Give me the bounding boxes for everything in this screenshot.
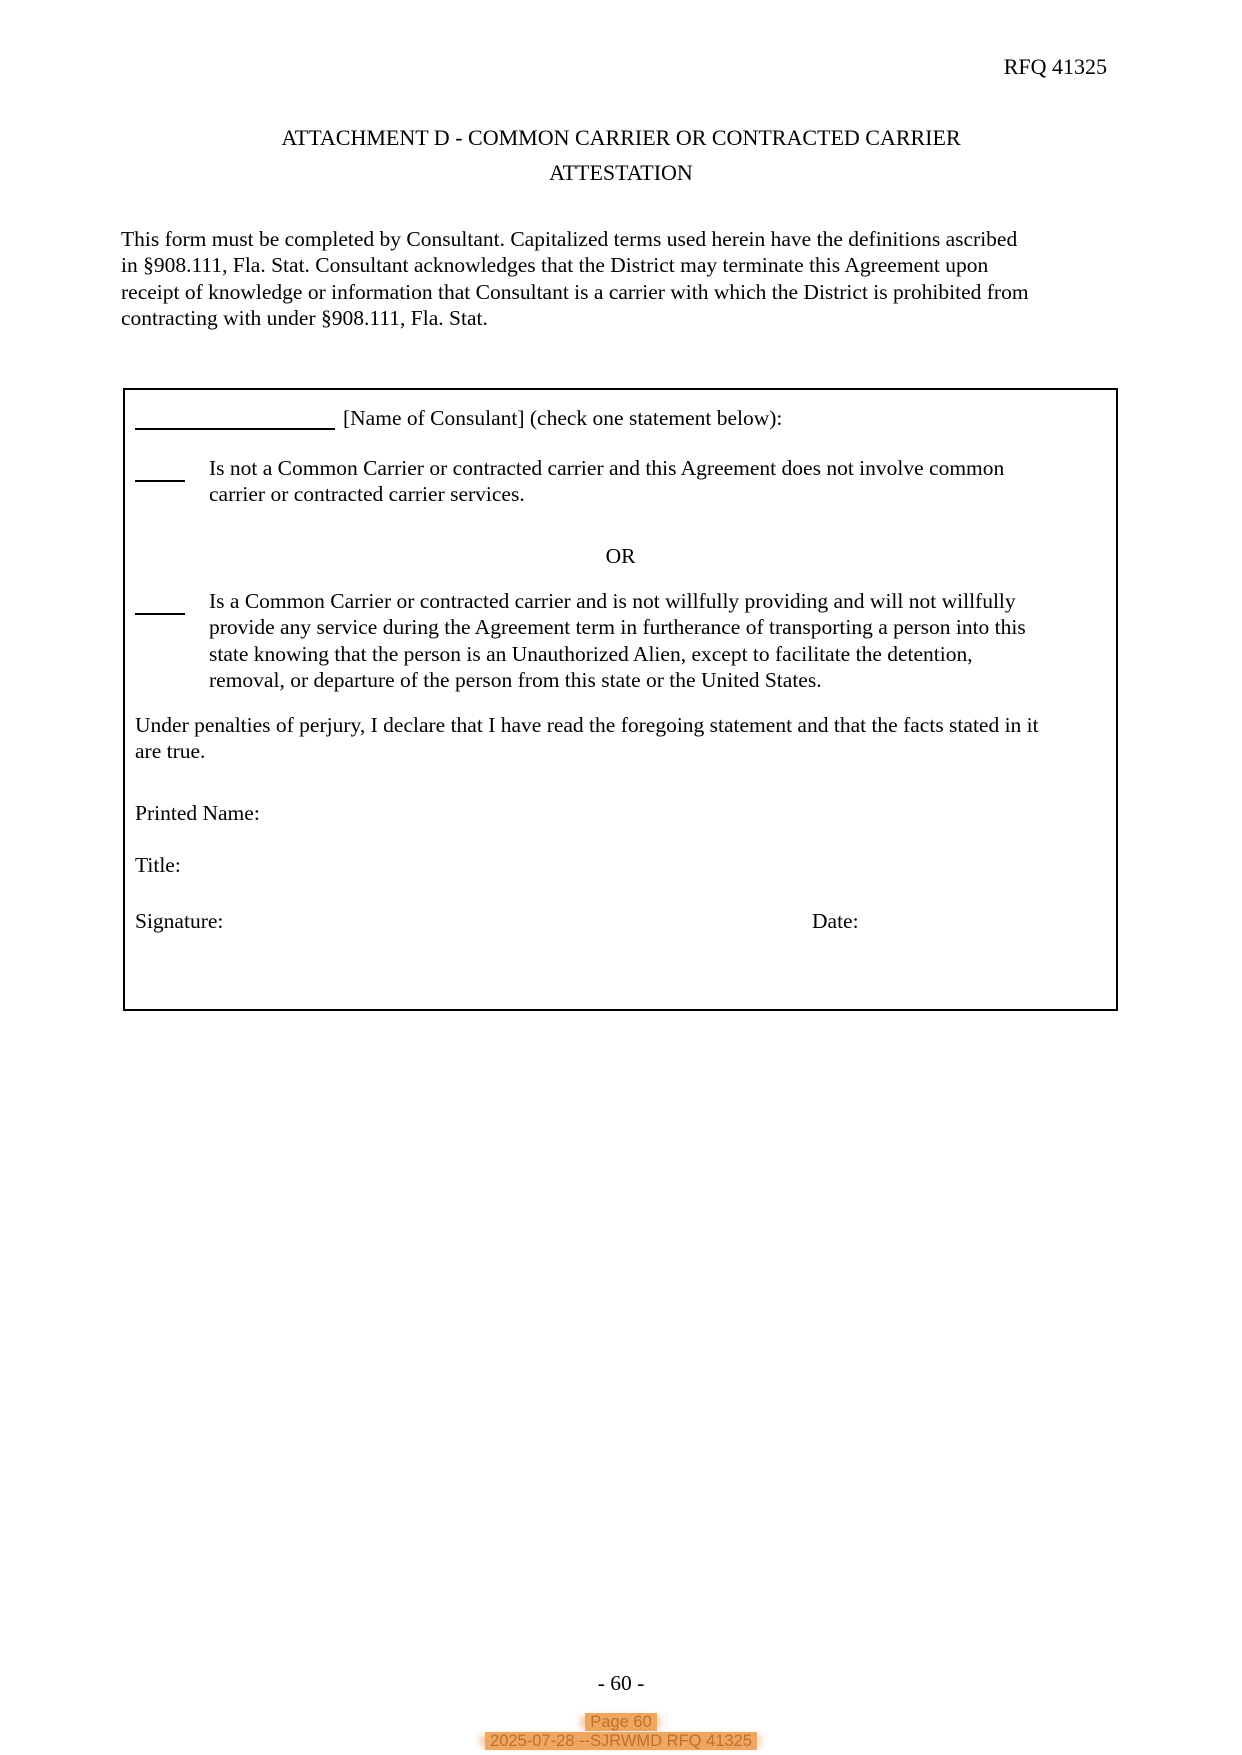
statement-line: removal, or departure of the person from this state or the United States. (209, 667, 822, 692)
intro-paragraph (121, 226, 1131, 331)
statement-line: carrier or contracted carrier services. (209, 482, 525, 507)
stamp-date-highlight: 2025-07-28 --SJRWMD RFQ 41325 (485, 1732, 757, 1750)
consultant-name-row (135, 403, 782, 431)
footer-stamp (0, 1713, 1242, 1750)
checkmark-blank-line (135, 460, 185, 482)
printed-name-label: Printed Name: (135, 801, 260, 825)
statement-line: Is not a Common Carrier or contracted carrier and this Agreement does not involve common (209, 456, 1005, 480)
stamp-date-line (0, 1732, 1242, 1751)
or-separator: OR (605, 544, 636, 568)
statement-line: provide any service during the Agreement term in furtherance of transporting a person into this (209, 615, 1026, 640)
statement-line: state knowing that the person is an Unauthorized Alien, except to facilitate the detention, (209, 641, 973, 666)
document-title-line1: ATTACHMENT D - COMMON CARRIER OR CONTRACTED CARRIER (281, 125, 961, 150)
rfq-number: RFQ 41325 (1003, 54, 1107, 79)
document-title-line2: ATTESTATION (549, 160, 693, 185)
consultant-name-blank-line (135, 408, 335, 430)
statement-text (209, 588, 1079, 693)
date-label: Date: (812, 909, 859, 933)
stamp-page-highlight: Page 60 (585, 1713, 656, 1731)
intro-line: in §908.111, Fla. Stat. Consultant acknowledges that the District may terminate this Agreement upon (121, 253, 989, 278)
stamp-page-line (0, 1713, 1242, 1732)
signature-label: Signature: (135, 909, 224, 933)
intro-line: receipt of knowledge or information that Consultant is a carrier with which the District is prohibited from (121, 279, 1029, 304)
perjury-line: are true. (135, 739, 206, 764)
title-label: Title: (135, 853, 181, 877)
statement-is-common-carrier (135, 588, 1079, 693)
checkmark-blank-line (135, 593, 185, 615)
intro-line: This form must be completed by Consultant. Capitalized terms used herein have the definitions ascribed (121, 227, 1018, 251)
intro-line: contracting with under §908.111, Fla. Stat. (121, 305, 488, 330)
document-title (0, 120, 1242, 190)
perjury-declaration (135, 712, 1105, 765)
statement-not-common-carrier (135, 455, 1079, 508)
perjury-line: Under penalties of perjury, I declare that I have read the foregoing statement and that the facts stated in it (135, 713, 1039, 737)
consultant-name-label: [Name of Consulant] (check one statement below): (343, 406, 783, 430)
page-number: - 60 - (597, 1671, 645, 1695)
attestation-box (123, 388, 1118, 1011)
statement-text (209, 455, 1079, 508)
statement-line: Is a Common Carrier or contracted carrier and is not willfully providing and will not willfully (209, 589, 1016, 613)
